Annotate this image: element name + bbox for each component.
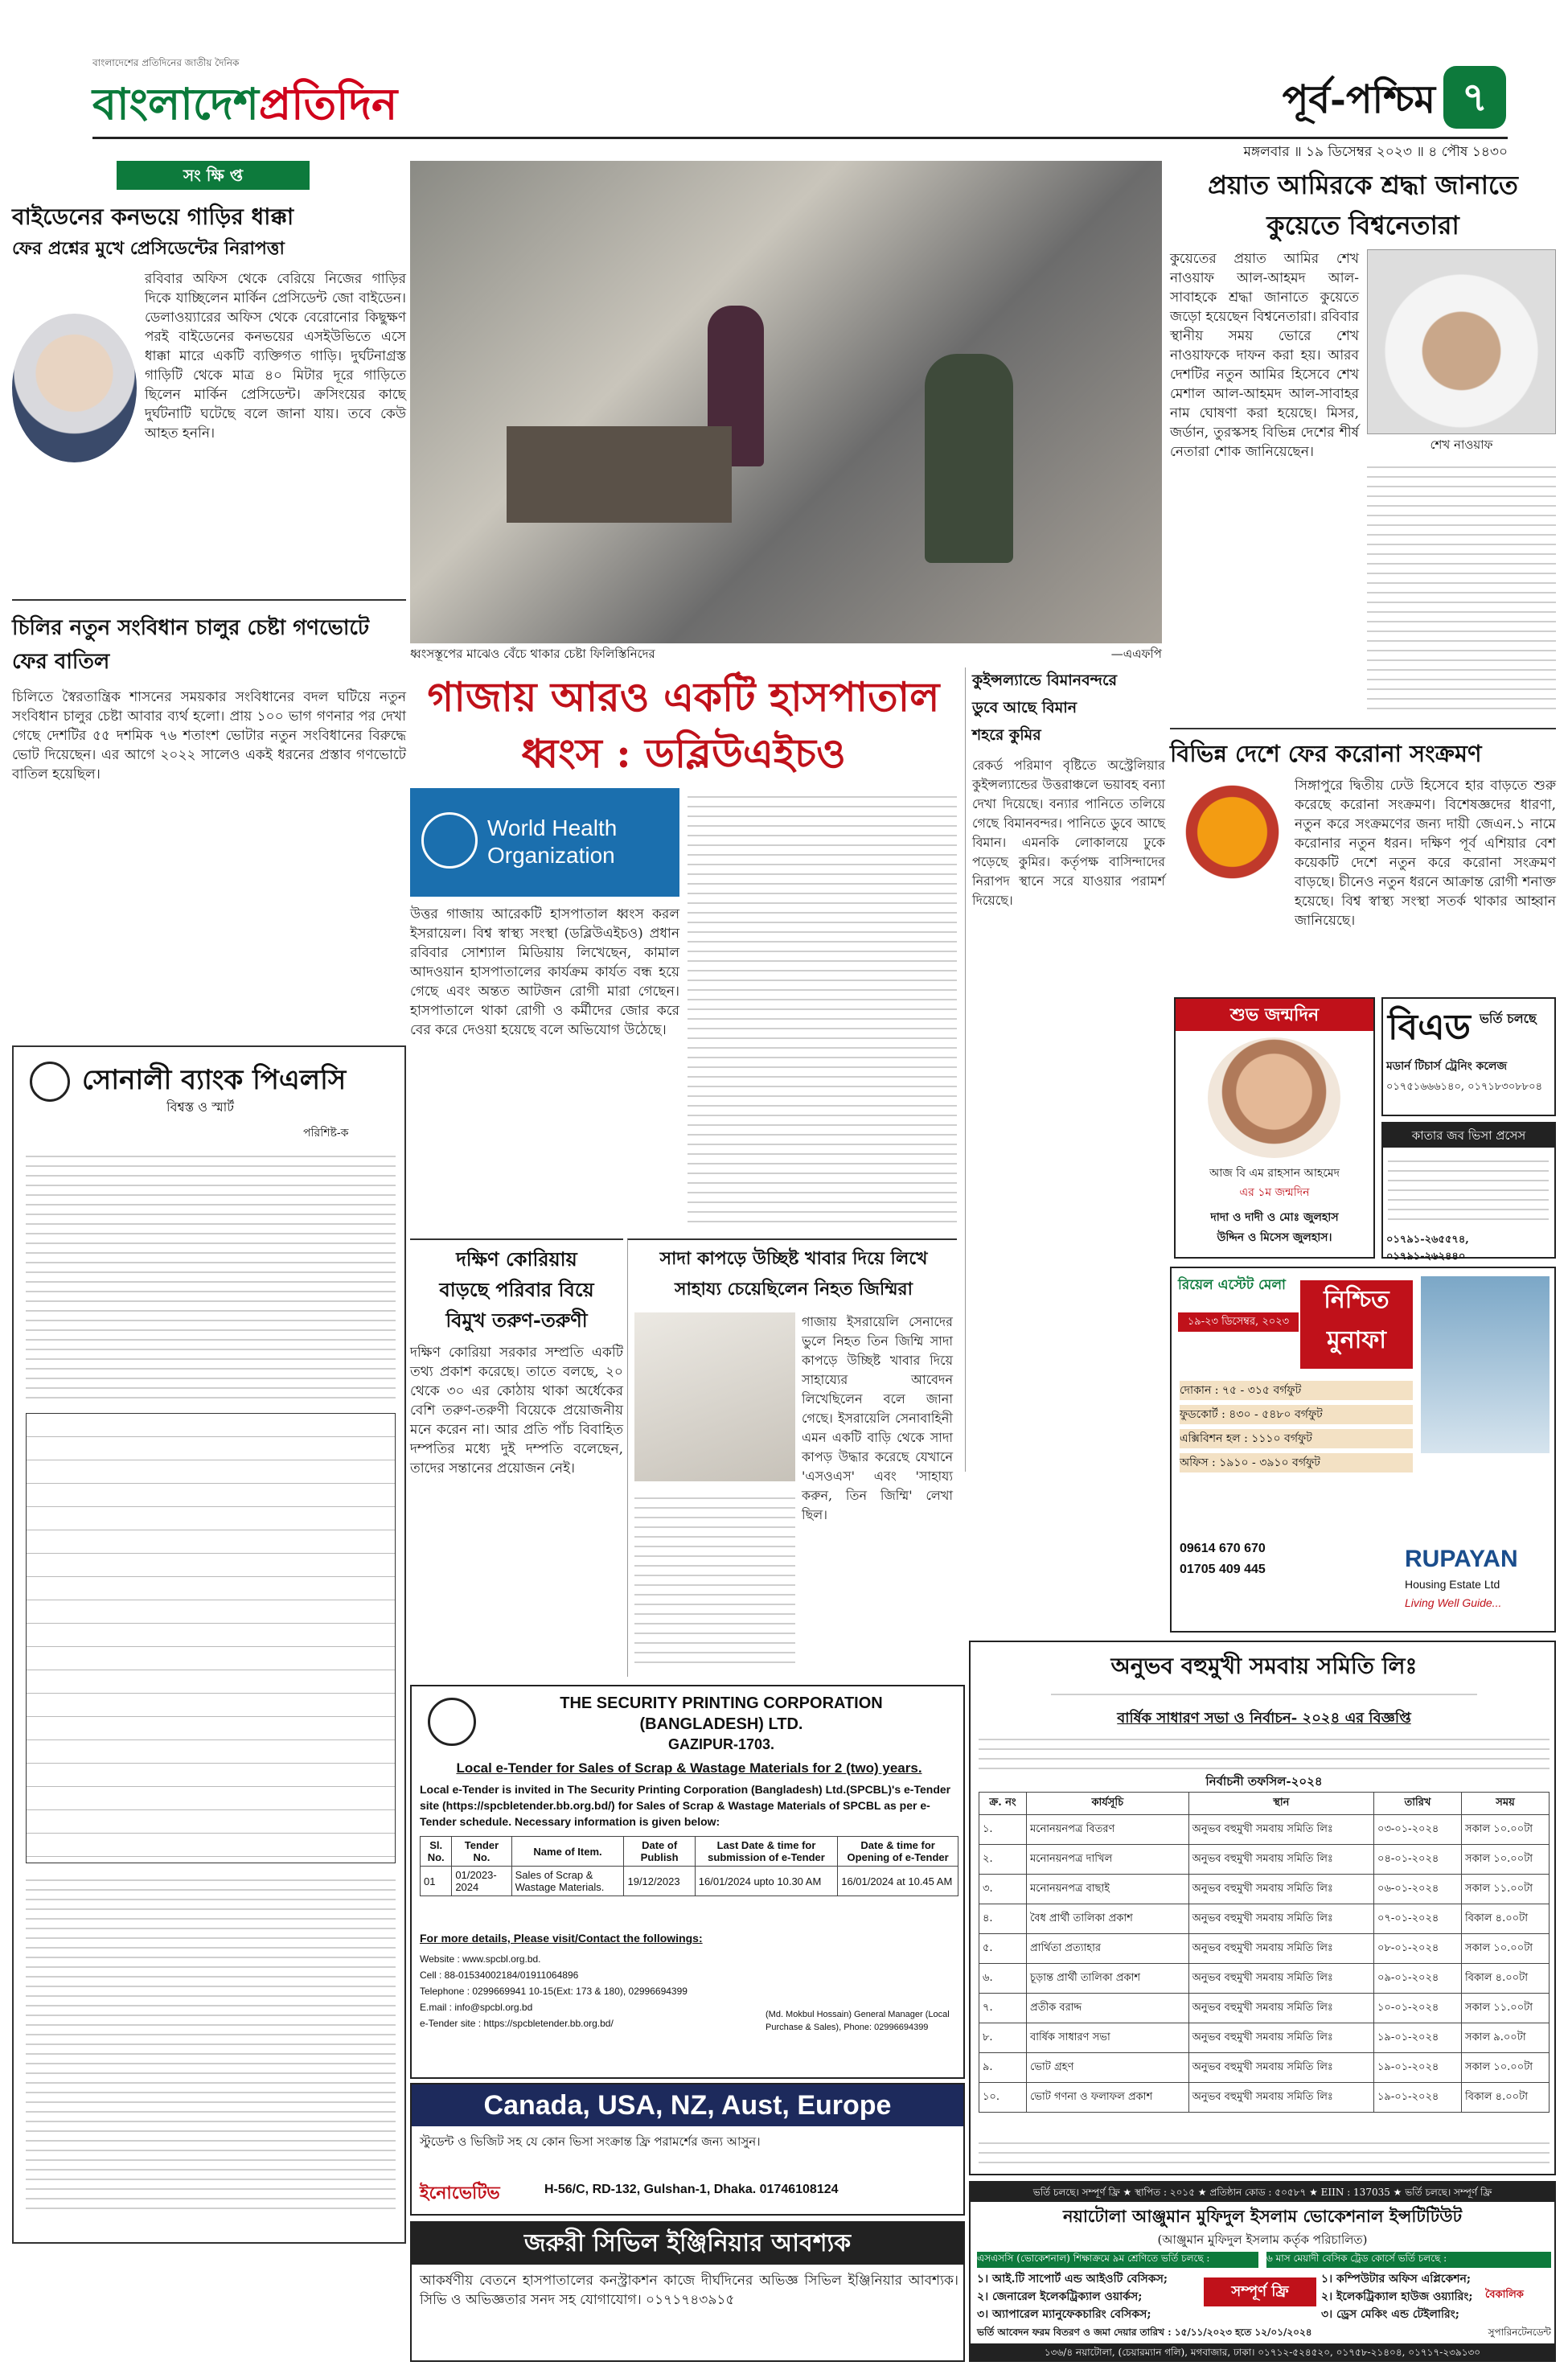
samity-cell: অনুভব বহুমুখী সমবায় সমিতি লিঃ [1188,1904,1373,1934]
samity-cell: অনুভব বহুমুখী সমবায় সমিতি লিঃ [1188,1815,1373,1845]
samity-title: অনুভব বহুমুখী সমবায় সমিতি লিঃ [1110,1653,1418,1679]
corona-body: সিঙ্গাপুরে দ্বিতীয় ঢেউ হিসেবে হার বাড়তে শুরু করেছে করোনা সংক্রমণ। বিশেষজ্ঞদের ধারণা, নতুন করে সংক্রমণের জন্য দায়ী জেএন.১ নামে করোনার নতুন ধরন। দক্ষিণ পূর্ব এশিয়ার বেশ কয়েকটি দেশে নতুন করে করোনা সংক্রমণ বাড়ছে। চীনেও নতুন ধরনে আক্রান্ত রোগী শনাক্ত হয়েছে। বিশ্ব স্বাস্থ্য সংস্থা সতর্ক থাকার আহ্বান জানিয়েছে। [1295,778,1556,929]
bed-title: বিএড [1388,1007,1471,1048]
civil-title: জরুরী সিভিল ইঞ্জিনিয়ার আবশ্যক [412,2223,963,2265]
hostage-story [627,1238,957,1677]
brief-divider [12,599,406,601]
samity-cell: ০৩-০১-২০২৪ [1374,1815,1462,1845]
birthday-line-3: দাদা ও দাদী ও মোঃ জুলহাস [1210,1211,1339,1224]
gaza-body-1: উত্তর গাজায় আরেকটি হাসপাতাল ধ্বংস করল ইসরায়েল। বিশ্ব স্বাস্থ্য সংস্থা (ডব্লিউএইচও) প্রধান রবিবার সোশ্যাল মিডিয়ায় লিখেছেন, কামাল আদওয়ান হাসপাতালের কার্যক্রম কার্যত বন্ধ হয়ে গেছে এবং অন্তত আটজন রোগী মারা গেছেন। হাসপাতালে থাকা রোগী ও কর্মীদের জোর করে বের করে দেওয়া হয়েছে বলে অভিযোগ উঠেছে। [410,906,679,1038]
child-photo [1208,1037,1340,1158]
birthday-ad [1174,997,1375,1259]
rupayan-headline: নিশ্চিত মুনাফা [1300,1280,1413,1369]
rupayan-phone-2[interactable]: 01705 409 445 [1180,1563,1266,1576]
samity-intro [979,1731,1550,1769]
vocational-top: ভর্তি চলছে। সম্পূর্ণ ফ্রি ★ স্থাপিত : ২০১৫ ★ প্রতিষ্ঠান কোড : ৫০৫৮৭ ★ EIIN : 137035 ★ ভর্তি চলছে। সম্পূর্ণ ফ্রি [971,2183,1554,2202]
croc-title-1: কুইন্সল্যান্ডে বিমানবন্দরে [972,672,1118,689]
tender-th-2: Name of Item. [511,1837,624,1867]
newspaper-logo[interactable] [92,71,430,135]
photo-person-2 [925,354,1013,563]
samity-cell: অনুভব বহুমুখী সমবায় সমিতি লিঃ [1188,1994,1373,2023]
tender-email[interactable]: E.mail : info@spcbl.org.bd [420,2002,533,2013]
rupayan-fair: রিয়েল এস্টেট মেলা [1178,1277,1286,1293]
samity-cell: ভোট গ্রহণ [1027,2053,1189,2083]
samity-cell: ০৮-০১-২০২৪ [1374,1934,1462,1964]
samity-cell: অনুভব বহুমুখী সমবায় সমিতি লিঃ [1188,2023,1373,2053]
amir-title-1: প্রয়াত আমিরকে শ্রদ্ধা জানাতে [1208,170,1518,200]
tender-org-2: (BANGLADESH) LTD. [639,1715,803,1733]
hostage-title-1: সাদা কাপড়ে উচ্ছিষ্ট খাবার দিয়ে লিখে [659,1248,928,1269]
rupayan-building [1421,1276,1550,1453]
vocational-right-0: ১। কম্পিউটার অফিস এপ্লিকেশন; [1321,2273,1472,2286]
brief-1-title: বাইডেনের কনভয়ে গাড়ির ধাক্কা [12,203,294,230]
logo-red: প্রতিদিন [258,78,398,129]
vocational-right-head: ৬ মাস মেয়াদী বেসিক ট্রেড কোর্সে ভর্তি চলছে : [1266,2252,1551,2268]
samity-cell: ৭. [979,1994,1027,2023]
croc-body: রেকর্ড পরিমাণ বৃষ্টিতে অস্ট্রেলিয়ার কুইন্সল্যান্ডের উত্তরাঞ্চলে ভয়াবহ বন্যা দেখা দিয়েছে। বন্যার পানিতে তলিয়ে গেছে বিমানবন্দর। পানিতে ডুবে আছে বিমান। এমনকি লোকালয়ে ঢুকে পড়েছে কুমির। কর্তৃপক্ষ বাসিন্দাদের নিরাপদ স্থানে সরে যাওয়ার পরামর্শ দিয়েছে। [972,758,1165,908]
corona-story [1170,728,1556,985]
table-row [979,1934,1550,1964]
birthday-label: শুভ জন্মদিন [1176,999,1373,1031]
bed-ad [1381,997,1556,1116]
birthday-line-2: এর ১ম জন্মদিন [1239,1186,1310,1199]
samity-cell: ৯. [979,2053,1027,2083]
samity-notice [969,1641,1556,2175]
masthead-rule [92,137,1508,139]
bed-sub: ভর্তি চলছে [1480,1011,1537,1026]
samity-cell: বিকাল ৪.০০টা [1462,1904,1550,1934]
tender-heading: Local e-Tender for Sales of Scrap & Wastage Materials for 2 (two) years. [456,1760,922,1776]
samity-cell: প্রতীক বরাদ্দ [1027,1994,1189,2023]
table-row [979,1875,1550,1904]
bank-annex: পরিশিষ্ট-ক [303,1127,349,1140]
brief-section [12,161,406,1033]
vocational-sub: (আঞ্জুমান মুফিদুল ইসলাম কর্তৃক পরিচালিত) [1157,2232,1368,2247]
samity-cell: ০৪-০১-২০২৪ [1374,1845,1462,1875]
tender-more: For more details, Please visit/Contact the followings: [420,1932,703,1945]
samity-cell: বৈধ প্রার্থী তালিকা প্রকাশ [1027,1904,1189,1934]
brief-2-body: চিলিতে স্বৈরতান্ত্রিক শাসনের সময়কার সংবিধানের বদল ঘটিয়ে নতুন সংবিধান চালুর চেষ্টা আবার ব্যর্থ হলো। প্রায় ১০০ ভাগ গণনার পর দেখা গেছে দেশটির ৫৫ দশমিক ৭৬ শতাংশ ভোটার নতুন সংবিধানের বিরুদ্ধে ভোট দিয়েছেন। এর আগে ২০২২ সালেও একই ধরনের প্রস্তাব গণভোটে বাতিল হয়েছিল। [12,689,406,782]
biden-photo [12,314,137,462]
vocational-address: ১৩৬/৪ নয়াটোলা, (চেয়ারম্যান গলি), মগবাজার, ঢাকা। ০১৭১২-৫২৪৫২০, ০১৭৫৮-২১৪০৪, ০১৭১৭-২৩৯১৩০ [971,2343,1554,2361]
rupayan-ad [1170,1267,1556,1633]
table-row [979,2023,1550,2053]
tender-cell-3: 19/12/2023 [624,1867,695,1896]
tender-th-4: Last Date & time for submission of e-Tender [695,1837,837,1867]
vocational-left-1: ২। জেনারেল ইলেকট্রিক্যাল ওয়ার্কস; [977,2290,1143,2303]
tender-cell-phone: Cell : 88-01534002184/01911064896 [420,1969,579,1981]
bank-conditions-text [26,1871,396,2209]
rupayan-row-2: এক্সিবিশন হল : ১১১০ বর্গফুট [1180,1429,1413,1448]
samity-cell: ৩. [979,1875,1027,1904]
table-row [979,1845,1550,1875]
samity-cell: অনুভব বহুমুখী সমবায় সমিতি লিঃ [1188,2083,1373,2113]
samity-cell: বার্ষিক সাধারণ সভা [1027,2023,1189,2053]
tender-th-1: Tender No. [452,1837,511,1867]
who-line-2: Organization [487,843,615,868]
bank-name: সোনালী ব্যাংক পিএলসি [82,1064,347,1096]
vocational-evening: বৈকালিক [1485,2289,1524,2301]
canada-title: Canada, USA, NZ, Aust, Europe [412,2084,963,2126]
vocational-footer: ভর্তি আবেদন ফরম বিতরণ ও জমা দেয়ার তারিখ : ১৫/১১/২০২৩ হতে ১২/০১/২০২৪ [977,2327,1312,2338]
rupayan-row-0: দোকান : ৭৫ - ৩১৫ বর্গফুট [1180,1381,1413,1400]
tender-intro: Local e-Tender is invited in The Security Printing Corporation (Bangladesh) Ltd.(SPCBL)'s e-Tender site (https://spcbletender.bb.org.bd/) for Sales of Scrap & Wastage Materials of SPCBL as per e-Tender schedule. Necessary information is given below: [420,1783,951,1828]
tender-schedule-table [420,1836,958,1896]
samity-cell: ২. [979,1845,1027,1875]
birthday-line-1: আজ বি এম রাহসান আহমেদ [1209,1167,1340,1180]
tender-telephone: Telephone : 0299669941 10-15(Ext: 173 & 180), 02996694399 [420,1986,688,1997]
samity-cell: সকাল ৯.০০টা [1462,2023,1550,2053]
table-row [979,1904,1550,1934]
vocational-left-head: এসএসসি (ভোকেশনাল) শিক্ষাক্রমে ৯ম শ্রেণিতে ভর্তি চলছে : [977,2252,1258,2268]
tender-signature: (Md. Mokbul Hossain) General Manager (Local Purchase & Sales), Phone: 02996694399 [766,2010,950,2032]
korea-story [410,1238,623,1677]
samity-cell: বিকাল ৪.০০টা [1462,1964,1550,1994]
masthead-tagline: বাংলাদেশের প্রতিদিনের জাতীয় দৈনিক [92,57,240,68]
page-number: ৭ [1461,73,1488,121]
samity-th-2: স্থান [1188,1793,1373,1815]
samity-cell: চূড়ান্ত প্রার্থী তালিকা প্রকাশ [1027,1964,1189,1994]
samity-cell: সকাল ১০.০০টা [1462,1934,1550,1964]
samity-cell: ৫. [979,1934,1027,1964]
vocational-left-2: ৩। অ্যাপারেল ম্যানুফেকচারিং বেসিকস; [977,2308,1151,2321]
who-emblem-icon [421,812,478,869]
tender-th-3: Date of Publish [624,1837,695,1867]
samity-cell: সকাল ১০.০০টা [1462,2053,1550,2083]
canada-address: H-56/C, RD-132, Gulshan-1, Dhaka. 01746108124 [544,2183,839,2196]
brief-label: সং ক্ষি প্ত [117,161,310,190]
croc-story [965,667,1166,1472]
samity-cell: বিকাল ৪.০০টা [1462,2083,1550,2113]
samity-cell: ১০-০১-২০২৪ [1374,1994,1462,2023]
rupayan-date: ১৯-২৩ ডিসেম্বর, ২০২৩ [1178,1312,1299,1332]
gaza-photo [410,161,1162,643]
samity-cell: অনুভব বহুমুখী সমবায় সমিতি লিঃ [1188,1845,1373,1875]
section-title: পূর্ব-পশ্চিম [1282,77,1435,122]
vocational-right-2: ৩। ড্রেস মেকিং এন্ড টেইলারিং; [1321,2308,1459,2321]
samity-cell: ০৭-০১-২০২৪ [1374,1904,1462,1934]
table-row [979,2053,1550,2083]
amir-title-2: কুয়েতে বিশ্বনেতারা [1266,210,1459,240]
croc-title-3: শহরে কুমির [972,726,1041,744]
samity-th-3: তারিখ [1374,1793,1462,1815]
samity-cell: ৮. [979,2023,1027,2053]
tender-cell-0: 01 [421,1867,452,1896]
samity-table-title: নির্বাচনী তফসিল-২০২৪ [1205,1774,1323,1789]
tender-logo-icon [428,1698,476,1746]
vocational-right-1: ২। ইলেকট্রিক্যাল হাউজ ওয়্যারিং; [1321,2290,1473,2303]
brief-2-title: চিলির নতুন সংবিধান চালুর চেষ্টা গণভোটে ফের বাতিল [12,616,369,674]
bank-slogan: বিশ্বস্ত ও স্মার্ট [166,1099,234,1115]
photo-table [507,426,732,523]
photo-credit: —এএফপি [1110,647,1162,661]
rupayan-phone-1[interactable]: 09614 670 670 [1180,1542,1266,1555]
samity-th-0: ক্র. নং [979,1793,1027,1815]
rupayan-brand-sub: Housing Estate Ltd [1405,1578,1500,1591]
corona-title: বিভিন্ন দেশে ফের করোনা সংক্রমণ [1170,740,1482,767]
samity-cell: ৪. [979,1904,1027,1934]
tender-org: THE SECURITY PRINTING CORPORATION [560,1694,883,1712]
rupayan-brand: RUPAYAN [1405,1546,1518,1572]
vocational-free: সম্পূর্ণ ফ্রি [1204,2277,1316,2306]
samity-cell: ১০. [979,2083,1027,2113]
gaza-body-2 [688,788,957,1226]
samity-cell: ০৬-০১-২০২৪ [1374,1875,1462,1904]
hostage-photo [634,1312,795,1481]
canada-firm: ইনোভেটিভ [420,2183,500,2204]
virus-image [1178,778,1287,886]
civil-body: আকর্ষণীয় বেতনে হাসপাতালের কনস্ট্রাকশন কাজে দীর্ঘদিনের অভিজ্ঞ সিভিল ইঞ্জিনিয়ার আবশ্যক। সিভি ও অভিজ্ঞতার সনদ সহ যোগাযোগ। ০১৭১৭৪৩৯১৫ [420,2273,958,2308]
hostage-body-lower [634,1489,795,1670]
korea-body: দক্ষিণ কোরিয়া সরকার সম্প্রতি একটি তথ্য প্রকাশ করেছে। তাতে বলছে, ২০ থেকে ৩০ এর কোঠায় থাকা অর্ধেকের বেশি তরুণ-তরুণী বিয়েকে প্রয়োজনীয় মনে করেন না। আর প্রতি পাঁচ বিবাহিত দম্পতির মধ্যে দুই দম্পতি বলেছেন, তাদের সন্তানের প্রয়োজন নেই। [410,1345,623,1477]
samity-cell: সকাল ১০.০০টা [1462,1815,1550,1845]
samity-cell: ৬. [979,1964,1027,1994]
tender-etender-site[interactable]: e-Tender site : https://spcbletender.bb.org.bd/ [420,2018,614,2029]
hostage-title-2: সাহায্য চেয়েছিলেন নিহত জিম্মিরা [674,1279,913,1300]
tender-notice [410,1685,965,2079]
gaza-title-2: ধ্বংস : ডব্লিউএইচও [521,729,846,777]
bank-notice-text [26,1148,396,1405]
bed-college: মডার্ন টিচার্স ট্রেনিং কলেজ [1386,1060,1507,1073]
table-row [979,1964,1550,1994]
korea-title-2: বাড়ছে পরিবার বিয়ে [439,1278,594,1301]
bed-phones: ০১৭৫১৬৬৬১৪০, ০১৭১৮৩০৮৮০৪ [1386,1081,1543,1093]
korea-title-1: দক্ষিণ কোরিয়ায় [456,1247,577,1271]
table-row [979,1815,1550,1845]
samity-cell: সকাল ১০.০০টা [1462,1845,1550,1875]
tender-cell-1: 01/2023-2024 [452,1867,511,1896]
samity-footer [979,2134,1550,2170]
tender-website[interactable]: Website : www.spcbl.org.bd. [420,1953,541,1965]
rupayan-tag: Living Well Guide... [1405,1596,1502,1609]
visa-body [1388,1152,1549,1225]
rupayan-row-3: অফিস : ১৯১০ - ৩৯১০ বর্গফুট [1180,1453,1413,1472]
samity-cell: মনোনয়নপত্র বাছাই [1027,1875,1189,1904]
samity-sub: বার্ষিক সাধারণ সভা ও নির্বাচন- ২০২৪ এর বিজ্ঞপ্তি [1117,1710,1411,1727]
samity-table [979,1792,1550,2130]
canada-body: স্টুডেন্ট ও ভিজিট সহ যে কোন ভিসা সংক্রান্ত ফ্রি পরামর্শের জন্য আসুন। [420,2134,761,2149]
samity-th-1: কার্যসূচি [1027,1793,1189,1815]
amir-photo [1367,249,1556,434]
rupayan-row-1: ফুডকোর্ট : ৪৩০ - ৫৪৮০ বর্গফুট [1180,1405,1413,1424]
samity-cell: ১৯-০১-২০২৪ [1374,2083,1462,2113]
vocational-title: নয়াটোলা আঞ্জুমান মুফিদুল ইসলাম ভোকেশনাল ইন্সটিটিউট [1062,2206,1463,2226]
visa-phones: ০১৭৯১-২৬৫৫৭৪, ০১৭৯১-২৬২৪৪০ [1386,1234,1469,1263]
vocational-principal: সুপারিনটেনডেন্ট [1488,2327,1551,2338]
samity-th-4: সময় [1462,1793,1550,1815]
samity-address [1051,1686,1477,1702]
samity-cell: ভোট গণনা ও ফলাফল প্রকাশ [1027,2083,1189,2113]
samity-schedule-table [979,1792,1550,2113]
amir-body-right [1367,458,1556,716]
gaza-story [410,667,957,1230]
samity-cell: ১৯-০১-২০২৪ [1374,2053,1462,2083]
samity-cell: ১. [979,1815,1027,1845]
vocational-ad [969,2181,1556,2362]
brief-1-body: রবিবার অফিস থেকে বেরিয়ে নিজের গাড়ির দিকে যাচ্ছিলেন মার্কিন প্রেসিডেন্ট জো বাইডেন। ডেলাওয়্যারের অফিস থেকে বেরোনোর কিছুক্ষণ পরই বাইডেনের কনভয়ের এসইউভিতে এসে ধাক্কা মারে একটি ব্যক্তিগত গাড়ি। দুর্ঘটনাগ্রস্ত গাড়িটি থেকে মাত্র ৪০ মিটার দূরে গাড়িতে ছিলেন মার্কিন প্রেসিডেন্ট। ক্রসিংয়ের কাছে দুর্ঘটনাটি ঘটেছে বলে জানা যায়। তবে কেউ আহত হননি। [145,271,406,442]
photo-caption: ধ্বংসস্তূপের মাঝেও বেঁচে থাকার চেষ্টা ফিলিস্তিনিদের [410,647,655,661]
brief-1-subtitle: ফের প্রশ্নের মুখে প্রেসিডেন্টের নিরাপত্তা [12,238,285,259]
samity-cell: সকাল ১১.০০টা [1462,1994,1550,2023]
civil-ad [410,2221,965,2362]
canada-ad [410,2083,965,2216]
amir-photo-caption: শেখ নাওয়াফ [1430,437,1493,452]
vocational-left-0: ১। আই.টি সাপোর্ট এন্ড আইওটি বেসিকস; [977,2273,1168,2286]
amir-story [1170,161,1556,724]
hostage-body: গাজায় ইসরায়েলি সেনাদের ভুলে নিহত তিন জিম্মি সাদা কাপড়ে উচ্ছিষ্ট খাবার দিয়ে সাহায্যের আবেদন লিখেছিলেন বলে জানা গেছে। ইসরায়েলি সেনাবাহিনী এমন একটি বাড়ি থেকে সাদা কাপড় উদ্ধার করেছে যেখানে 'এসওএস' এবং 'সাহায্য করুন, তিন জিম্মি' লেখা ছিল। [802,1314,953,1522]
croc-title-2: ডুবে আছে বিমান [972,699,1077,717]
bank-table [26,1413,396,1863]
gaza-title-1: গাজায় আরও একটি হাসপাতাল [427,673,940,721]
table-row [979,1994,1550,2023]
samity-cell: সকাল ১১.০০টা [1462,1875,1550,1904]
samity-cell: অনুভব বহুমুখী সমবায় সমিতি লিঃ [1188,1934,1373,1964]
bank-notice [12,1045,406,2244]
visa-title: কাতার জব ভিসা প্রসেস [1383,1123,1554,1148]
samity-cell: অনুভব বহুমুখী সমবায় সমিতি লিঃ [1188,2053,1373,2083]
logo-green: বাংলাদেশ [92,78,259,129]
amir-body-left: কুয়েতের প্রয়াত আমির শেখ নাওয়াফ আল-আহমদ আল-সাবাহকে শ্রদ্ধা জানাতে কুয়েতে জড়ো হয়েছেন বিশ্বনেতারা। রবিবার স্থানীয় সময় ভোরে শেখ নাওয়াফকে দাফন করা হয়। আরব দেশটির নতুন আমির হিসেবে শেখ মেশাল আল-আহমদ আল-সাবাহর নাম ঘোষণা করা হয়েছে। মিসর, জর্ডান, তুরস্কসহ বিভিন্ন দেশের শীর্ষ নেতারা শোক জানিয়েছেন। [1170,251,1359,460]
masthead [0,0,1568,160]
tender-cell-2: Sales of Scrap & Wastage Materials. [511,1867,624,1896]
korea-title-3: বিমুখ তরুণ-তরুণী [445,1308,588,1332]
tender-th-0: Sl. No. [421,1837,452,1867]
tender-cell-4: 16/01/2024 upto 10.30 AM [695,1867,837,1896]
samity-cell: ১৯-০১-২০২৪ [1374,2023,1462,2053]
table-row [979,2083,1550,2113]
bank-logo-icon [30,1062,70,1102]
tender-cell-5: 16/01/2024 at 10.45 AM [838,1867,958,1896]
birthday-line-4: উদ্দিন ও মিসেস জুলহাস। [1217,1231,1332,1244]
samity-cell: অনুভব বহুমুখী সমবায় সমিতি লিঃ [1188,1875,1373,1904]
samity-cell: মনোনয়নপত্র দাখিল [1027,1845,1189,1875]
tender-city: GAZIPUR-1703. [667,1736,775,1752]
tender-th-5: Date & time for Opening of e-Tender [838,1837,958,1867]
samity-cell: প্রার্থিতা প্রত্যাহার [1027,1934,1189,1964]
samity-cell: অনুভব বহুমুখী সমবায় সমিতি লিঃ [1188,1964,1373,1994]
table-row [421,1867,958,1896]
visa-ad [1381,1122,1556,1263]
issue-date: মঙ্গলবার ॥ ১৯ ডিসেম্বর ২০২৩ ॥ ৪ পৌষ ১৪৩০ [1243,144,1508,160]
who-logo [410,788,679,897]
samity-cell: মনোনয়নপত্র বিতরণ [1027,1815,1189,1845]
page-number-badge [1443,66,1506,129]
samity-cell: ০৯-০১-২০২৪ [1374,1964,1462,1994]
tender-table [420,1836,958,1924]
who-line-1: World Health [487,815,618,840]
